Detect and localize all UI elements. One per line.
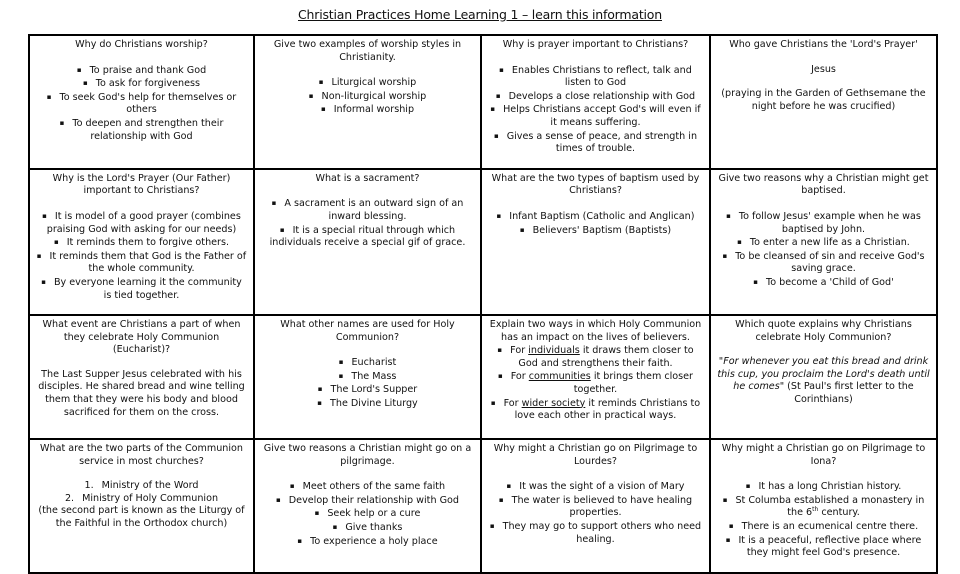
list-item-text: To praise and thank God	[89, 64, 207, 76]
list-item	[488, 90, 703, 104]
list-item-text: To be cleansed of sin and receive God's saving grace.	[735, 250, 925, 275]
list-item	[488, 130, 703, 156]
list-item	[36, 493, 247, 506]
text-segment: (the second part is known as the Liturgy of the Faithful in the Orthodox church)	[38, 505, 245, 530]
list-item-text: Develops a close relationship with God	[508, 90, 696, 102]
question: What are the two types of baptism used by Christians?	[491, 172, 700, 197]
list-item	[36, 236, 247, 250]
list-item	[261, 197, 474, 223]
question: Explain two ways in which Holy Communion has an impact on the lives of believers.	[489, 319, 702, 343]
list-item	[488, 520, 703, 546]
list-item-text: It is a special ritual through which individuals receive a special gif of grace.	[269, 224, 466, 249]
text-segment: communities	[528, 371, 591, 383]
list-item	[36, 77, 247, 91]
list-item	[36, 250, 247, 276]
info-cell	[29, 169, 254, 315]
list-item	[36, 91, 247, 117]
list-item	[261, 480, 474, 494]
question: Give two reasons why a Christian might get baptised.	[718, 172, 929, 197]
question: Why might a Christian go on Pilgrimage to Iona?	[721, 443, 926, 467]
list-item-text: It is a peaceful, reflective place where they might feel God's presence.	[738, 534, 922, 559]
question: Why is the Lord's Prayer (Our Father) important to Christians?	[52, 172, 231, 197]
question: Why might a Christian go on Pilgrimage to Lourdes?	[493, 443, 698, 467]
info-cell	[481, 35, 710, 169]
list-item	[488, 344, 703, 370]
list-item-text: Eucharist	[351, 357, 397, 369]
list-item-text: There is an ecumenical centre there.	[741, 521, 919, 533]
list-item-text: The Lord's Supper	[330, 384, 418, 396]
list-item	[717, 534, 930, 560]
list-item-text: A sacrament is an outward sign of an inward blessing.	[284, 198, 464, 222]
numbered-list	[36, 480, 247, 505]
table-row	[29, 315, 937, 439]
list-item	[36, 276, 247, 302]
list-item	[261, 535, 474, 549]
table-row	[29, 439, 937, 573]
list-number: 2.	[64, 492, 75, 504]
bullet-list	[36, 210, 247, 302]
bullet-list	[717, 210, 930, 290]
bullet-list	[488, 64, 703, 156]
list-item	[261, 370, 474, 384]
text-segment: individuals	[528, 345, 580, 357]
list-item-text: Seek help or a cure	[327, 508, 421, 520]
bullet-list	[261, 76, 474, 117]
bullet-list	[488, 344, 703, 423]
list-item-text: Develop their relationship with God	[288, 494, 459, 506]
text-segment: St Columba established a monastery in the 6	[735, 494, 925, 519]
list-item	[717, 480, 930, 494]
list-item-text: Ministry of Holy Communion	[82, 492, 219, 504]
question: What other names are used for Holy Communion?	[280, 319, 455, 343]
bullet-list	[261, 197, 474, 249]
list-item-text: It reminds them to forgive others.	[66, 237, 230, 249]
list-item-text: To follow Jesus' example when he was baptised by John.	[738, 210, 921, 235]
list-item	[261, 494, 474, 508]
list-item	[717, 250, 930, 276]
list-item	[261, 397, 474, 411]
list-item	[717, 276, 930, 290]
bullet-list	[261, 480, 474, 548]
list-item	[36, 64, 247, 78]
text-segment: (praying in the Garden of Gethsemane the night before he was crucified)	[721, 88, 926, 112]
bullet-list	[488, 210, 703, 237]
list-item	[261, 76, 474, 90]
list-item	[261, 224, 474, 250]
text-segment: For	[510, 345, 529, 357]
answer-text	[36, 505, 247, 530]
list-item-text: The water is believed to have healing properties.	[511, 494, 693, 519]
list-item	[488, 494, 703, 520]
question: Which quote explains why Christians celebrate Holy Communion?	[735, 319, 912, 343]
question: What are the two parts of the Communion service in most churches?	[40, 443, 243, 467]
info-cell	[29, 315, 254, 439]
list-item-text: To deepen and strengthen their relationship with God	[72, 117, 224, 142]
answer-text	[717, 64, 930, 77]
info-cell	[29, 35, 254, 169]
question: Give two reasons a Christian might go on a pilgrimage.	[263, 443, 472, 467]
list-item-text: Informal worship	[333, 104, 415, 116]
list-item-text: Helps Christians accept God's will even if it means suffering.	[503, 104, 701, 128]
info-cell	[710, 35, 937, 169]
list-item-text: The Mass	[351, 370, 397, 382]
list-item	[717, 494, 930, 520]
info-cell	[29, 439, 254, 573]
list-item	[36, 117, 247, 143]
learning-grid	[28, 34, 938, 574]
answer-text	[717, 88, 930, 113]
text-segment: it draws them closer to God and strengthens their faith.	[518, 345, 694, 369]
info-cell	[710, 169, 937, 315]
text-segment: century.	[818, 507, 860, 519]
bullet-list	[36, 64, 247, 144]
list-item-text: To ask for forgiveness	[95, 78, 200, 90]
list-item	[261, 103, 474, 117]
info-cell	[254, 439, 481, 573]
info-cell	[254, 169, 481, 315]
table-row	[29, 169, 937, 315]
answer-text	[36, 369, 247, 419]
list-item	[261, 521, 474, 535]
list-item-text: Believers' Baptism (Baptists)	[532, 224, 672, 236]
list-item-text: Infant Baptism (Catholic and Anglican)	[509, 210, 695, 222]
list-item-text: The Divine Liturgy	[330, 398, 418, 410]
list-item-text: Non-liturgical worship	[321, 90, 427, 102]
list-item	[717, 520, 930, 534]
table-row	[29, 35, 937, 169]
page-title	[0, 7, 960, 22]
answer-text	[717, 356, 930, 406]
list-item-text: It reminds them that God is the Father of the whole community.	[49, 250, 247, 275]
list-number: 1.	[84, 480, 94, 492]
list-item	[488, 397, 703, 423]
list-item-text: It was the sight of a vision of Mary	[519, 481, 685, 493]
list-item-text: To experience a holy place	[310, 535, 438, 547]
question: What event are Christians a part of when they celebrate Holy Communion (Eucharist)?	[42, 319, 241, 356]
info-cell	[481, 439, 710, 573]
info-cell	[481, 315, 710, 439]
list-item-text: Gives a sense of peace, and strength in times of trouble.	[506, 130, 698, 155]
text-segment: (St Paul's first letter to the Corinthians)	[784, 381, 914, 406]
list-item	[488, 224, 703, 238]
list-item	[488, 480, 703, 494]
list-item	[261, 383, 474, 397]
list-item-text: To become a 'Child of God'	[766, 276, 894, 288]
list-item-text: They may go to support others who need healing.	[502, 521, 702, 545]
question: Who gave Christians the 'Lord's Prayer'	[729, 39, 918, 50]
bullet-list	[488, 480, 703, 546]
text-segment: Jesus	[811, 63, 836, 75]
question: What is a sacrament?	[315, 172, 420, 184]
list-item-text: Enables Christians to reflect, talk and listen to God	[511, 64, 692, 89]
list-item-text: It is model of a good prayer (combines praising God with asking for our needs)	[46, 210, 241, 235]
page-title-text: Christian Practices Home Learning 1 – learn this information	[298, 7, 662, 22]
text-segment: wider society	[521, 397, 586, 409]
list-item	[261, 507, 474, 521]
list-item	[261, 356, 474, 370]
list-item	[36, 210, 247, 236]
list-item	[488, 103, 703, 129]
text-segment: th	[812, 506, 819, 514]
list-item-text: Give thanks	[345, 522, 403, 534]
list-item-text: Liturgical worship	[331, 77, 417, 89]
list-item	[717, 210, 930, 236]
text-segment: it brings them closer together.	[573, 371, 694, 396]
info-cell	[710, 439, 937, 573]
info-cell	[254, 315, 481, 439]
list-item-text: To enter a new life as a Christian.	[749, 237, 910, 249]
text-segment: For	[510, 371, 529, 383]
list-item	[261, 90, 474, 104]
list-item	[36, 480, 247, 493]
bullet-list	[261, 356, 474, 410]
question: Give two examples of worship styles in Christianity.	[273, 39, 462, 63]
question: Why is prayer important to Christians?	[502, 39, 689, 50]
list-item	[488, 210, 703, 224]
list-item-text: To seek God's help for themselves or others	[59, 91, 237, 116]
list-item	[488, 370, 703, 396]
list-item-text: It has a long Christian history.	[758, 481, 902, 493]
list-item-text: Ministry of the Word	[101, 480, 199, 492]
info-cell	[254, 35, 481, 169]
text-segment: "For whenever you eat this bread and drink this cup, you proclaim the Lord's death until he comes"	[717, 356, 930, 393]
list-item-text: Meet others of the same faith	[302, 481, 446, 493]
info-cell	[481, 169, 710, 315]
text-segment: For	[503, 397, 522, 409]
question: Why do Christians worship?	[75, 39, 208, 50]
list-item	[488, 64, 703, 90]
text-segment: it reminds Christians to love each other in practical ways.	[514, 397, 701, 422]
list-item	[717, 236, 930, 250]
bullet-list	[717, 480, 930, 560]
list-item-text: By everyone learning it the community is tied together.	[53, 276, 242, 301]
info-cell	[710, 315, 937, 439]
text-segment: The Last Supper Jesus celebrated with his disciples. He shared bread and wine telling them that they were his body and blood sacrificed for them on the cross.	[38, 368, 245, 418]
